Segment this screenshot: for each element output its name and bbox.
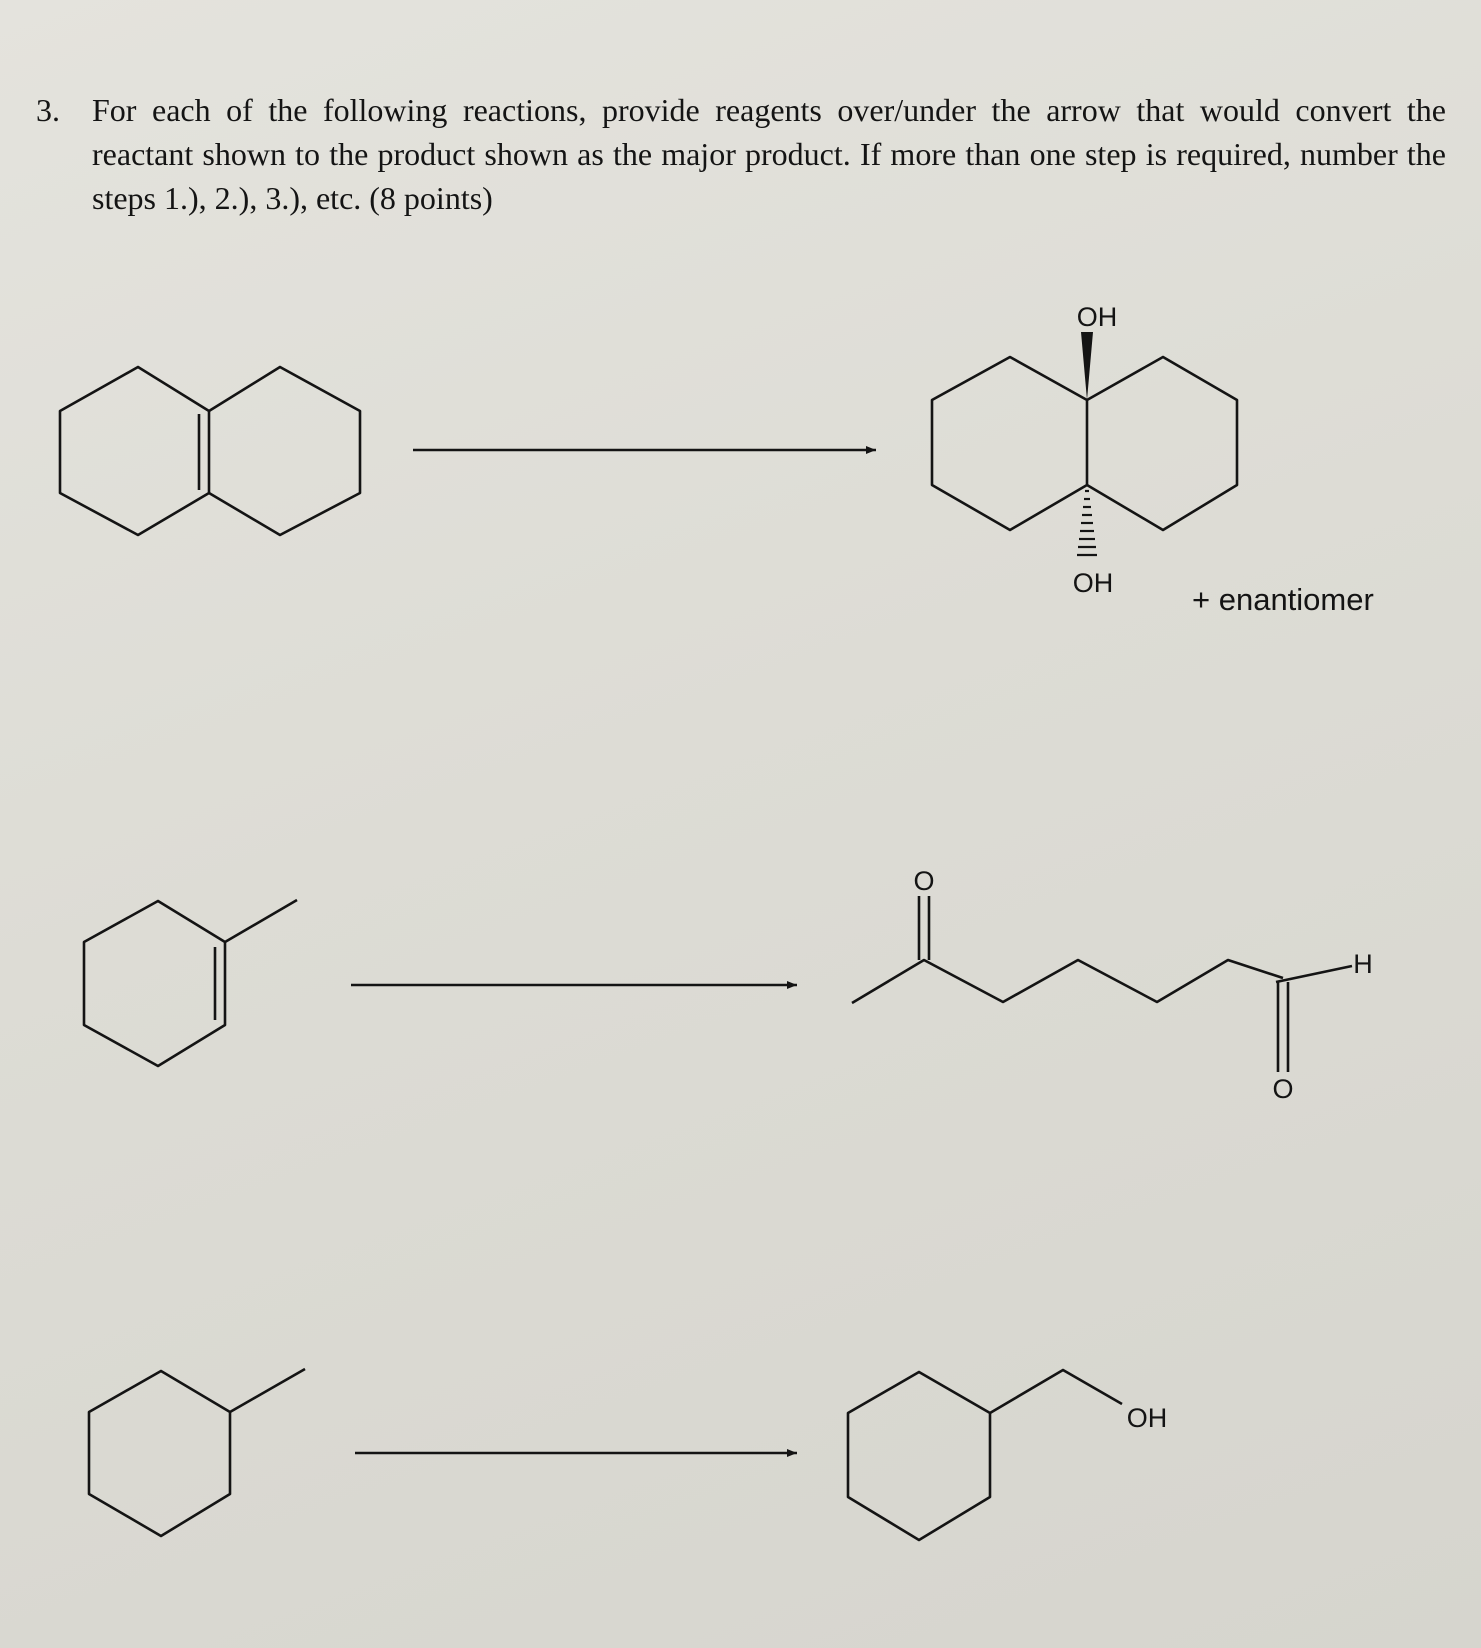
reaction3-reactant — [89, 1369, 305, 1536]
reaction2-reactant — [84, 900, 297, 1066]
reaction1-product — [932, 302, 1374, 617]
hydroxyl-label: OH — [1126, 1403, 1168, 1433]
aldehyde-hydrogen-label: H — [1353, 949, 1373, 979]
wedge-bond — [1081, 332, 1093, 400]
aldehyde-oxygen-label: O — [1272, 1074, 1294, 1104]
question-number: 3. — [36, 92, 60, 128]
question-prompt: For each of the following reactions, provide reagents over/under the arrow that would convert the reactant shown to the product shown as the major product. If more than one step is required, number the steps 1.), 2.), 3.), etc. (8 points) — [92, 92, 1446, 216]
reaction1-reactant — [60, 367, 360, 535]
bottom-hydroxyl-label: OH — [1072, 568, 1114, 598]
reaction3-product — [848, 1370, 1167, 1540]
reaction2-product — [852, 866, 1373, 1104]
ketone-oxygen-label: O — [913, 866, 935, 896]
enantiomer-note: + enantiomer — [1192, 582, 1374, 617]
top-hydroxyl-label: OH — [1076, 302, 1118, 332]
hash-bond — [1077, 491, 1097, 555]
